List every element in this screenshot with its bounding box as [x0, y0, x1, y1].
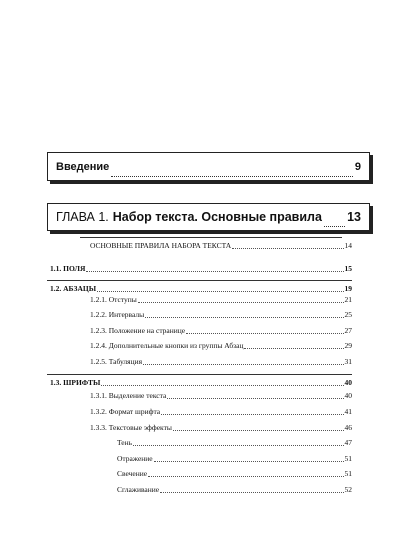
toc-entry: [90, 325, 352, 337]
section-divider: [47, 280, 352, 281]
leader-dots: [154, 461, 344, 462]
leader-dots: [138, 302, 344, 303]
leader-dots: [111, 175, 353, 177]
toc-entry-text: 1.1. ПОЛЯ: [50, 264, 86, 273]
toc-entry-text: 1.2. АБЗАЦЫ: [50, 284, 97, 293]
toc-entry-text: 1.2.1. Отступы: [90, 295, 137, 304]
toc-entry-page: 51: [344, 469, 352, 478]
toc-entry-text: 1.2.2. Интервалы: [90, 310, 145, 319]
toc-entry: [90, 390, 352, 402]
toc-entry-text: 1.2.5. Табуляция: [90, 357, 143, 366]
toc-chapter-box: [47, 203, 370, 231]
toc-entry-page: 14: [344, 241, 352, 250]
toc-entry-page: 47: [344, 438, 352, 447]
toc-entry-text: Сглаживание: [117, 485, 160, 494]
leader-dots: [101, 385, 343, 386]
toc-entry: [90, 294, 352, 306]
toc-intro-box: [47, 152, 370, 181]
toc-entry-page: 51: [344, 454, 352, 463]
toc-entry: [117, 484, 352, 496]
toc-entry-page: 40: [344, 391, 352, 400]
toc-entry-page: 40: [344, 378, 352, 387]
leader-dots: [97, 291, 343, 292]
toc-entry-text: 1.3.2. Формат шрифта: [90, 407, 161, 416]
intro-label: Введение: [56, 160, 110, 173]
leader-dots: [161, 414, 343, 415]
toc-entry-page: 19: [344, 284, 352, 293]
toc-entry-page: 41: [344, 407, 352, 416]
toc-entry-page: 15: [344, 264, 352, 273]
toc-entry: [50, 377, 352, 389]
chapter-page: 13: [347, 210, 361, 224]
toc-entry: [117, 468, 352, 480]
toc-entry-page: 29: [344, 341, 352, 350]
toc-entry: [90, 340, 352, 352]
toc-entry-text: Свечение: [117, 469, 148, 478]
leader-dots: [160, 492, 343, 493]
toc-entry: [90, 422, 352, 434]
toc-entry: [90, 240, 352, 252]
toc-entry-page: 52: [344, 485, 352, 494]
toc-entry-page: 21: [344, 295, 352, 304]
leader-dots: [244, 348, 343, 349]
toc-entry-text: ОСНОВНЫЕ ПРАВИЛА НАБОРА ТЕКСТА: [90, 241, 232, 250]
toc-entry-text: Отражение: [117, 454, 153, 463]
leader-dots: [145, 317, 343, 318]
leader-dots: [167, 398, 343, 399]
leader-dots: [143, 364, 343, 365]
leader-dots: [324, 225, 345, 227]
toc-entry: [90, 309, 352, 321]
toc-entry-page: 25: [344, 310, 352, 319]
leader-dots: [133, 445, 343, 446]
intro-page: 9: [354, 160, 361, 173]
leader-dots: [148, 476, 343, 477]
chapter-prefix: ГЛАВА 1.: [56, 210, 109, 224]
leader-dots: [86, 271, 343, 272]
toc-entry-text: 1.2.4. Дополнительные кнопки из группы Абзац: [90, 341, 244, 350]
chapter-title: Набор текста. Основные правила: [112, 210, 322, 224]
leader-dots: [232, 248, 343, 249]
toc-entry-text: 1.3. ШРИФТЫ: [50, 378, 101, 387]
toc-entry: [90, 406, 352, 418]
toc-entry-text: 1.3.1. Выделение текста: [90, 391, 167, 400]
toc-entry: [50, 263, 352, 275]
toc-entry-page: 27: [344, 326, 352, 335]
toc-entry: [90, 356, 352, 368]
toc-entry-text: 1.2.3. Положение на странице: [90, 326, 186, 335]
section-divider: [80, 237, 342, 238]
toc-entry: [117, 437, 352, 449]
leader-dots: [186, 333, 343, 334]
toc-entry-page: 31: [344, 357, 352, 366]
toc-entry: [117, 453, 352, 465]
toc-entry-text: Тень: [117, 438, 133, 447]
section-divider: [47, 374, 352, 375]
toc-entry-text: 1.3.3. Текстовые эффекты: [90, 423, 172, 432]
leader-dots: [173, 430, 344, 431]
toc-entry-page: 46: [344, 423, 352, 432]
